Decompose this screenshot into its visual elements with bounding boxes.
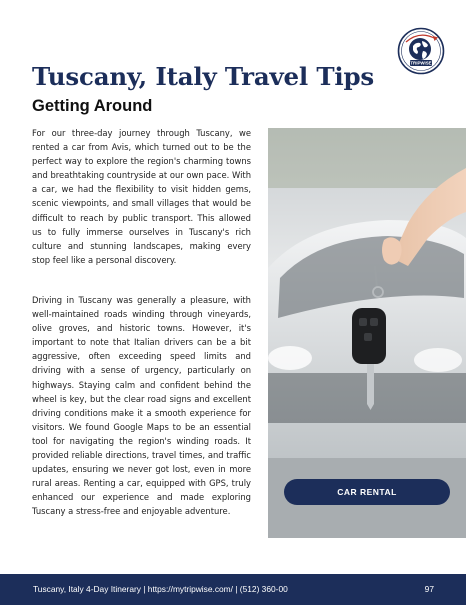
page-footer [0,574,466,605]
body-paragraph-2: Driving in Tuscany was generally a pleasure, with well-maintained roads winding through vineyards, olive groves, and historic towns. However, it's important to note that Italian drivers can be a bit aggressive, often exceeding speed limits and driving with a sense of urgency, particularly on highways. Staying calm and confident behind the wheel is key, but the clear road signs and excellent driving conditions make it a smooth experience for visitors. We found Google Maps to be an essential tool for navigating the region's winding roads. It provided reliable directions, travel times, and traffic updates, ensuring we never got lost, even in more rural areas. Renting a car, equipped with GPS, truly enhanced our experience and made exploring Tuscany a stress-free and enjoyable adventure. [32,295,251,517]
footer-text: Tuscany, Italy 4-Day Itinerary | https://mytripwise.com/ | (512) 360-00 [33,584,288,594]
page-number: 97 [424,584,434,594]
section-heading: Getting Around [32,97,153,115]
car-key-photo [268,128,466,538]
body-paragraph-1: For our three-day journey through Tuscany, we rented a car from Avis, which turned out to be the perfect way to explore the region's charming towns and breathtaking countryside at our own pace. With a car, we had the flexibility to visit hidden gems, scenic viewpoints, and small villages that would be difficult to reach by public transport. This allowed us to fully immerse ourselves in Tuscany's rich culture and stunning landscapes, making every stop feel like a personal discovery. [32,128,251,265]
logo-brand-text: TRIPWISE [410,60,432,66]
car-rental-badge: CAR RENTAL [284,479,450,505]
page-title: Tuscany, Italy Travel Tips [32,62,375,91]
car-key-illustration [268,128,466,538]
